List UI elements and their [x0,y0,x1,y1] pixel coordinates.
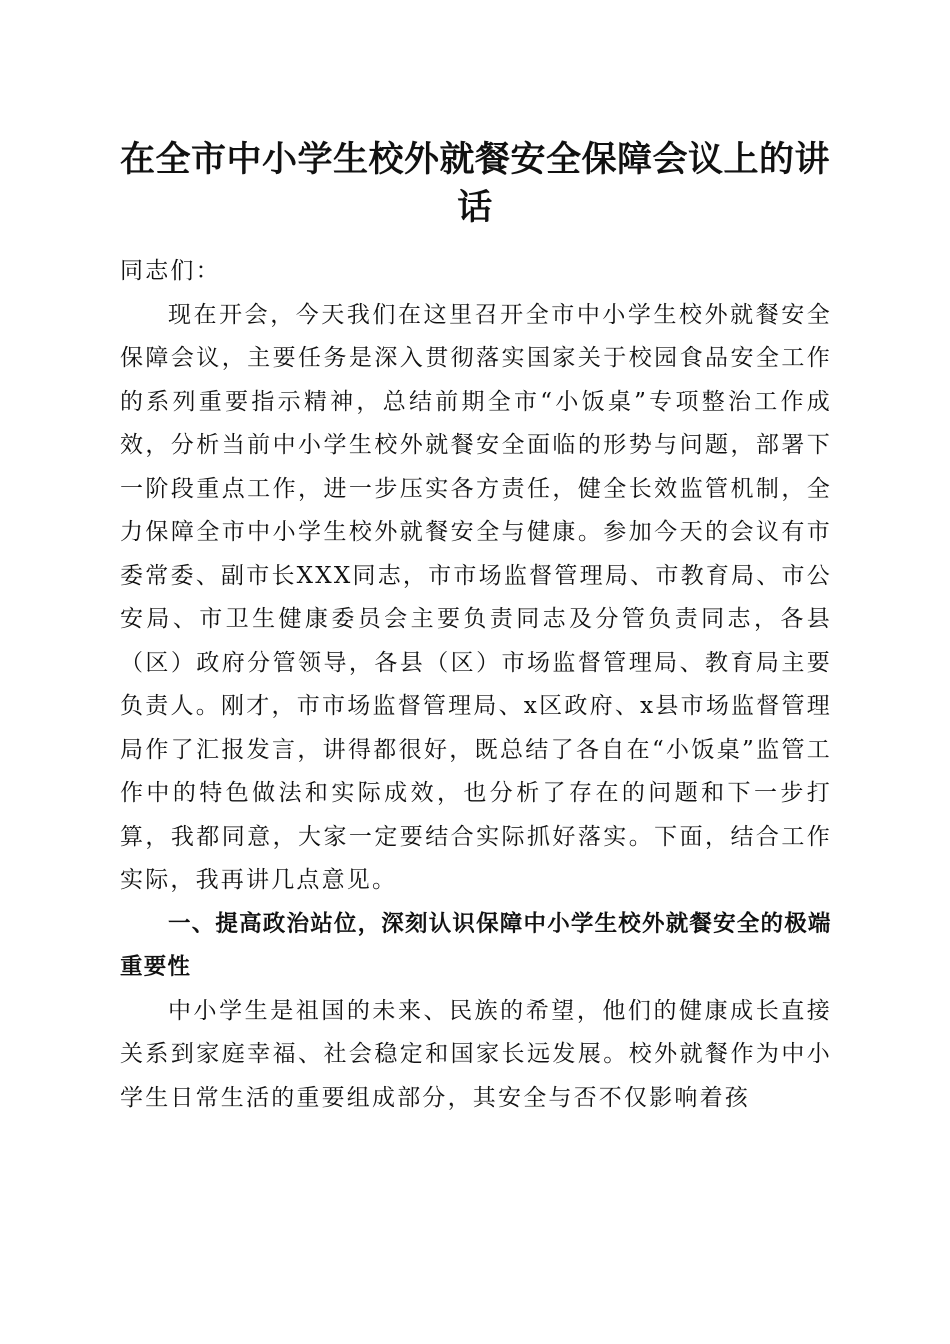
document-body [120,250,832,1120]
greeting: 同志们： [120,258,221,284]
document-title: 在全市中小学生校外就餐安全保障会议上的讲话 [119,140,830,228]
section-heading-1: 一、提高政治站位，深刻认识保障中小学生校外就餐安全的极端重要性 [120,910,832,980]
paragraph-section-1: 中小学生是祖国的未来、民族的希望，他们的健康成长直接关系到家庭幸福、社会稳定和国家长远发展。校外就餐作为中小学生日常生活的重要组成部分，其安全与否不仅影响着孩 [120,997,832,1111]
paragraph-opening: 现在开会，今天我们在这里召开全市中小学生校外就餐安全保障会议，主要任务是深入贯彻落实国家关于校园食品安全工作的系列重要指示精神，总结前期全市“小饭桌”专项整治工作成效，分析当前中小学生校外就餐安全面临的形势与问题，部署下一阶段重点工作，进一步压实各方责任，健全长效监管机制，全力保障全市中小学生校外就餐安全与健康。参加今天的会议有市委常委、副市长XXX同志，市市场监督管理局、市教育局、市公安局、市卫生健康委员会主要负责同志及分管负责同志，各县（区）政府分管领导，各县（区）市场监督管理局、教育局主要负责人。刚才，市市场监督管理局、x区政府、x县市场监督管理局作了汇报发言，讲得都很好，既总结了各自在“小饭桌”监管工作中的特色做法和实际成效，也分析了存在的问题和下一步打算，我都同意，大家一定要结合实际抓好落实。下面，结合工作实际，我再讲几点意见。 [120,301,832,893]
